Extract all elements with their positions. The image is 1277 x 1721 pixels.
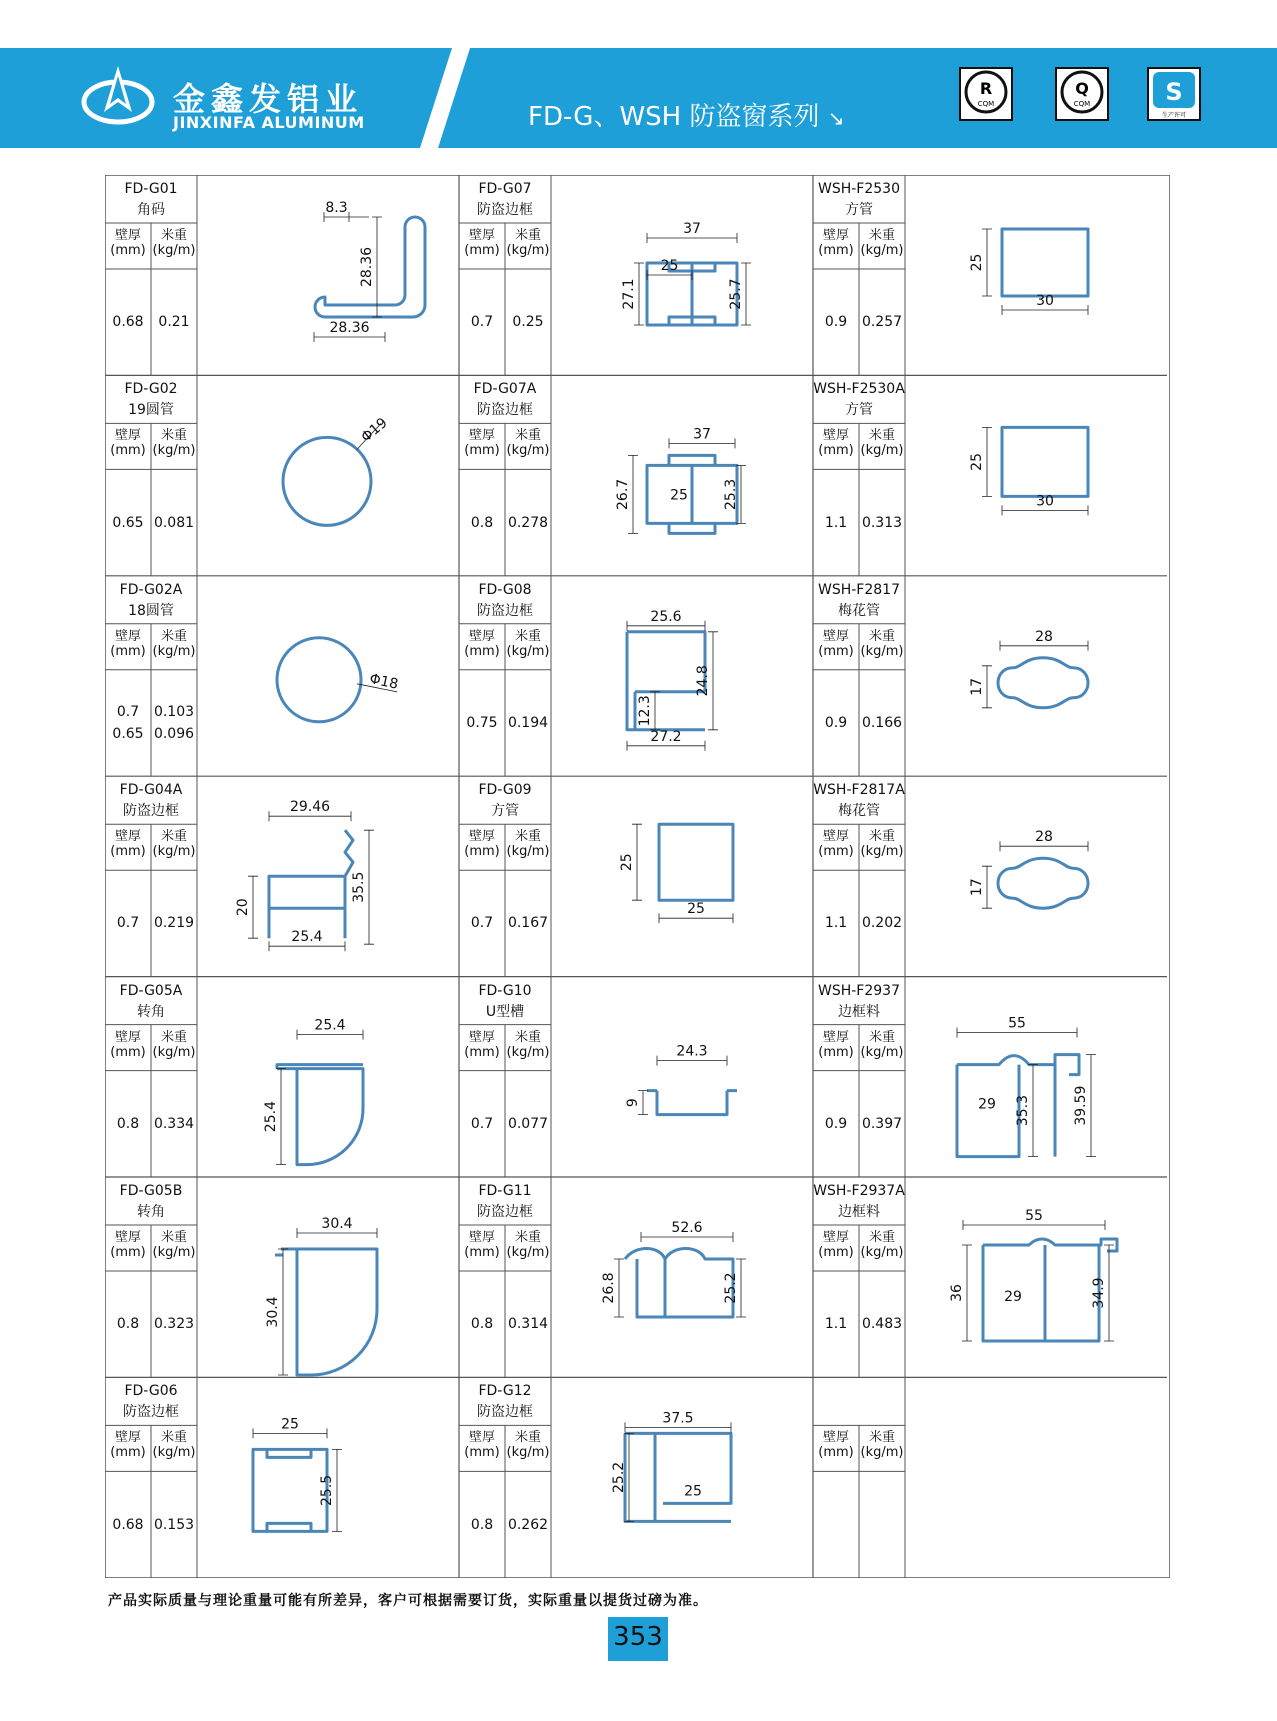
thickness-label: 壁厚 xyxy=(114,428,141,444)
weight-value: 0.397 xyxy=(861,1115,903,1132)
footer-note: 产品实际质量与理论重量可能有所差异，客户可根据需要订货，实际重量以提货过磅为准。 xyxy=(108,1593,708,1609)
thickness-label: 壁厚 xyxy=(468,829,495,845)
product-name: 转角 xyxy=(137,1003,165,1020)
weight-unit: (kg/m) xyxy=(506,643,550,659)
weight-unit: (kg/m) xyxy=(152,443,196,459)
thickness-value: 1.1 xyxy=(824,915,848,932)
product-code: WSH-F2530A xyxy=(813,381,905,398)
profile-outline xyxy=(625,1433,731,1521)
weight-unit: (kg/m) xyxy=(860,1044,904,1060)
weight-label: 米重 xyxy=(514,1430,541,1446)
thickness-unit: (mm) xyxy=(110,844,146,860)
weight-label: 米重 xyxy=(868,1029,895,1045)
dimension-label: 12.3 xyxy=(637,695,653,727)
thickness-label: 壁厚 xyxy=(468,1430,495,1446)
product-code: WSH-F2937 xyxy=(818,982,900,999)
dimension-label: 17 xyxy=(969,878,985,897)
dimension-label: 25 xyxy=(684,1483,702,1500)
product-name: 边框料 xyxy=(838,1204,880,1220)
weight-unit: (kg/m) xyxy=(152,1445,196,1461)
weight-value: 0.202 xyxy=(861,915,903,932)
product-name: 防盗边框 xyxy=(477,402,533,419)
weight-value: 0.194 xyxy=(507,715,549,731)
qs-icon xyxy=(1146,66,1202,122)
thickness-unit: (mm) xyxy=(110,243,146,258)
thickness-unit: (mm) xyxy=(464,1245,500,1260)
weight-value: 0.103 xyxy=(153,704,195,720)
dimension-label: 25.7 xyxy=(728,278,744,310)
dimension-label: 25 xyxy=(687,901,705,918)
profile-outline xyxy=(1002,229,1088,296)
q-cqm-icon xyxy=(1054,66,1110,122)
weight-value: 0.096 xyxy=(153,726,195,742)
dimension-label: 25 xyxy=(281,1416,299,1433)
thickness-value: 0.9 xyxy=(824,715,848,731)
profile-outline xyxy=(283,437,371,525)
thickness-unit: (mm) xyxy=(110,1245,146,1260)
thickness-value: 0.7 xyxy=(470,314,494,331)
product-code: WSH-F2530 xyxy=(818,181,900,197)
dimension-label: 17 xyxy=(969,677,985,696)
thickness-label: 壁厚 xyxy=(114,628,141,644)
weight-unit: (kg/m) xyxy=(860,1445,904,1461)
brand-name-en: JINXINFA ALUMINUM xyxy=(173,113,365,132)
product-name: 防盗边框 xyxy=(123,1404,179,1421)
dimension-label: 20 xyxy=(235,898,251,917)
dimension-label: 24.3 xyxy=(676,1043,708,1060)
thickness-value: 0.7 xyxy=(470,915,494,932)
weight-label: 米重 xyxy=(514,228,541,243)
weight-value: 0.334 xyxy=(153,1115,195,1132)
weight-label: 米重 xyxy=(514,829,541,845)
thickness-label: 壁厚 xyxy=(468,628,495,644)
thickness-value: 0.7 xyxy=(116,915,140,932)
dimension-label: 28.36 xyxy=(329,320,370,336)
thickness-value: 0.8 xyxy=(470,514,494,531)
product-code: FD-G07A xyxy=(473,381,537,398)
dimension-label: 55 xyxy=(1025,1208,1043,1224)
profile-outline xyxy=(269,830,353,938)
thickness-label: 壁厚 xyxy=(822,428,849,444)
weight-unit: (kg/m) xyxy=(860,443,904,459)
weight-unit: (kg/m) xyxy=(152,844,196,860)
thickness-unit: (mm) xyxy=(464,844,500,860)
thickness-value: 0.75 xyxy=(466,715,498,731)
product-code: WSH-F2937A xyxy=(813,1183,905,1199)
dimension-label: 27.1 xyxy=(621,278,637,310)
svg-text:Q: Q xyxy=(1075,79,1089,98)
weight-value: 0.219 xyxy=(153,915,195,932)
thickness-value: 0.7 xyxy=(116,704,140,720)
dimension-label: 25 xyxy=(969,452,985,471)
weight-unit: (kg/m) xyxy=(860,1245,904,1260)
profile-outline xyxy=(998,858,1088,908)
product-code: FD-G12 xyxy=(478,1383,532,1400)
dimension-label: Φ19 xyxy=(358,414,391,446)
weight-label: 米重 xyxy=(514,1029,541,1045)
weight-value: 0.323 xyxy=(153,1316,195,1333)
weight-label: 米重 xyxy=(868,428,895,444)
page-number: 353 xyxy=(613,1622,663,1652)
dimension-label: 25.5 xyxy=(319,1474,335,1506)
dimension-label: 25.4 xyxy=(314,1017,346,1034)
dimension-label: 26.8 xyxy=(601,1272,617,1304)
product-code: FD-G09 xyxy=(478,782,532,799)
product-name: 梅花管 xyxy=(838,803,880,820)
product-name: U型槽 xyxy=(485,1003,525,1020)
dimension-label: 30.4 xyxy=(265,1296,281,1328)
thickness-unit: (mm) xyxy=(464,1445,500,1461)
dimension-label: 37 xyxy=(683,221,701,237)
product-code: WSH-F2817A xyxy=(813,782,905,799)
thickness-unit: (mm) xyxy=(110,643,146,659)
profile-outline xyxy=(647,1091,737,1115)
dimension-label: 8.3 xyxy=(325,200,348,216)
dimension-label: 36 xyxy=(949,1284,965,1302)
svg-text:CQM: CQM xyxy=(977,100,995,108)
thickness-label: 壁厚 xyxy=(468,428,495,444)
weight-value: 0.166 xyxy=(861,715,903,731)
weight-value: 0.313 xyxy=(861,514,903,531)
thickness-unit: (mm) xyxy=(464,243,500,258)
weight-value: 0.077 xyxy=(507,1115,549,1132)
thickness-value: 1.1 xyxy=(824,1316,848,1333)
weight-unit: (kg/m) xyxy=(152,1245,196,1260)
thickness-value: 0.8 xyxy=(470,1316,494,1333)
thickness-value: 0.68 xyxy=(112,314,144,331)
weight-unit: (kg/m) xyxy=(860,844,904,860)
dimension-label: Φ18 xyxy=(368,671,400,693)
r-cqm-icon xyxy=(958,66,1014,122)
weight-label: 米重 xyxy=(868,1430,895,1446)
product-code: FD-G04A xyxy=(119,782,183,799)
product-name: 方管 xyxy=(491,803,519,820)
dimension-label: 39.59 xyxy=(1073,1085,1089,1126)
product-name: 方管 xyxy=(845,202,873,218)
dimension-label: 25 xyxy=(670,487,688,504)
product-name: 边框料 xyxy=(838,1003,880,1020)
profile-outline xyxy=(253,1449,327,1531)
dimension-label: 30 xyxy=(1036,293,1054,309)
dimension-label: 35.3 xyxy=(1015,1095,1031,1127)
dimension-label: 30 xyxy=(1036,493,1054,510)
profile-outline xyxy=(277,638,361,722)
product-name: 防盗边框 xyxy=(477,202,533,218)
product-code: FD-G05B xyxy=(119,1183,183,1199)
product-name: 转角 xyxy=(137,1204,165,1220)
product-name: 方管 xyxy=(845,402,873,419)
weight-unit: (kg/m) xyxy=(506,1245,550,1260)
profile-outline xyxy=(998,658,1088,708)
weight-label: 米重 xyxy=(868,628,895,644)
dimension-label: 34.9 xyxy=(1091,1277,1107,1309)
thickness-value: 0.8 xyxy=(116,1316,140,1333)
thickness-label: 壁厚 xyxy=(468,1029,495,1045)
weight-label: 米重 xyxy=(868,228,895,243)
product-code: FD-G02A xyxy=(119,581,183,598)
thickness-unit: (mm) xyxy=(818,643,854,659)
thickness-label: 壁厚 xyxy=(822,228,849,243)
weight-unit: (kg/m) xyxy=(860,243,904,258)
dimension-label: 26.7 xyxy=(615,478,631,510)
weight-label: 米重 xyxy=(160,1029,187,1045)
thickness-unit: (mm) xyxy=(818,1044,854,1060)
thickness-value: 0.65 xyxy=(112,514,144,531)
product-name: 19圆管 xyxy=(128,402,174,419)
weight-label: 米重 xyxy=(868,1230,895,1245)
weight-label: 米重 xyxy=(160,1430,187,1446)
weight-unit: (kg/m) xyxy=(506,443,550,459)
dimension-label: 9 xyxy=(625,1098,641,1108)
thickness-value: 0.9 xyxy=(824,314,848,331)
product-code: FD-G10 xyxy=(478,982,532,999)
product-table xyxy=(105,175,1170,1578)
dimension-label: 28 xyxy=(1035,829,1053,846)
thickness-unit: (mm) xyxy=(110,1445,146,1461)
thickness-unit: (mm) xyxy=(110,1044,146,1060)
product-code: FD-G08 xyxy=(478,581,532,598)
dimension-label: 25.2 xyxy=(611,1461,627,1493)
svg-text:R: R xyxy=(979,79,993,98)
product-name: 18圆管 xyxy=(128,602,174,619)
dimension-label: 35.5 xyxy=(351,871,367,903)
weight-label: 米重 xyxy=(160,628,187,644)
weight-value: 0.483 xyxy=(861,1316,903,1333)
thickness-unit: (mm) xyxy=(818,443,854,459)
product-code: WSH-F2817 xyxy=(818,581,900,598)
dimension-label: 29 xyxy=(978,1096,996,1113)
weight-unit: (kg/m) xyxy=(506,1445,550,1461)
brand-logo-icon xyxy=(78,62,158,132)
dimension-label: 27.2 xyxy=(650,728,682,745)
series-title-text: FD-G、WSH 防盗窗系列 xyxy=(528,102,820,132)
profile-outline xyxy=(277,1065,363,1165)
profile-outline xyxy=(275,1249,377,1375)
weight-unit: (kg/m) xyxy=(506,844,550,860)
dimension-label: 25.4 xyxy=(291,929,323,946)
weight-value: 0.153 xyxy=(153,1516,195,1533)
dimension-label: 52.6 xyxy=(671,1220,703,1236)
thickness-label: 壁厚 xyxy=(114,1230,141,1245)
dimension-label: 25.4 xyxy=(263,1101,279,1133)
dimension-label: 37 xyxy=(693,426,711,443)
dimension-label: 29.46 xyxy=(289,799,331,816)
thickness-label: 壁厚 xyxy=(468,1230,495,1245)
svg-text:CQM: CQM xyxy=(1073,100,1091,108)
weight-label: 米重 xyxy=(868,829,895,845)
dimension-label: 28.36 xyxy=(359,246,375,288)
weight-label: 米重 xyxy=(160,428,187,444)
thickness-value: 0.8 xyxy=(116,1115,140,1132)
profile-outline xyxy=(659,824,733,900)
dimension-label: 29 xyxy=(1004,1289,1022,1305)
weight-unit: (kg/m) xyxy=(152,1044,196,1060)
thickness-label: 壁厚 xyxy=(822,829,849,845)
product-code: FD-G06 xyxy=(124,1383,178,1400)
thickness-value: 0.68 xyxy=(112,1516,144,1533)
weight-label: 米重 xyxy=(160,1230,187,1245)
thickness-unit: (mm) xyxy=(818,1445,854,1461)
weight-label: 米重 xyxy=(160,829,187,845)
weight-value: 0.262 xyxy=(507,1516,549,1533)
thickness-unit: (mm) xyxy=(464,443,500,459)
product-code: FD-G11 xyxy=(478,1183,532,1199)
dimension-label: 25.2 xyxy=(723,1272,739,1304)
weight-unit: (kg/m) xyxy=(860,643,904,659)
dimension-label: 30.4 xyxy=(321,1216,353,1232)
thickness-label: 壁厚 xyxy=(822,1430,849,1446)
weight-value: 0.167 xyxy=(507,915,549,932)
svg-text:生产许可: 生产许可 xyxy=(1161,112,1187,119)
thickness-label: 壁厚 xyxy=(114,1029,141,1045)
profile-outline xyxy=(625,1249,733,1318)
thickness-value: 0.8 xyxy=(470,1516,494,1533)
thickness-label: 壁厚 xyxy=(468,228,495,243)
dimension-label: 25 xyxy=(619,853,635,872)
product-code: FD-G07 xyxy=(478,181,532,197)
thickness-unit: (mm) xyxy=(818,844,854,860)
thickness-unit: (mm) xyxy=(464,643,500,659)
thickness-unit: (mm) xyxy=(464,1044,500,1060)
thickness-label: 壁厚 xyxy=(822,1230,849,1245)
product-code: FD-G01 xyxy=(124,181,178,197)
thickness-unit: (mm) xyxy=(818,1245,854,1260)
series-title xyxy=(528,96,845,133)
weight-label: 米重 xyxy=(514,428,541,444)
dimension-label: 37.5 xyxy=(662,1410,694,1427)
weight-unit: (kg/m) xyxy=(506,243,550,258)
weight-unit: (kg/m) xyxy=(152,243,196,258)
thickness-unit: (mm) xyxy=(110,443,146,459)
arrow-down-right-icon: ↘ xyxy=(827,106,845,130)
product-name: 角码 xyxy=(137,202,165,218)
dimension-label: 24.8 xyxy=(695,665,711,697)
profile-drawings xyxy=(105,175,1170,1578)
dimension-label: 55 xyxy=(1008,1015,1026,1032)
thickness-label: 壁厚 xyxy=(822,1029,849,1045)
svg-text:S: S xyxy=(1165,78,1183,106)
dimension-label: 25 xyxy=(969,253,985,272)
product-name: 防盗边框 xyxy=(477,1204,533,1220)
thickness-unit: (mm) xyxy=(818,243,854,258)
weight-unit: (kg/m) xyxy=(152,643,196,659)
dimension-label: 25.6 xyxy=(650,608,682,625)
product-name: 防盗边框 xyxy=(477,602,533,619)
product-name: 防盗边框 xyxy=(477,1404,533,1421)
thickness-label: 壁厚 xyxy=(114,829,141,845)
weight-value: 0.278 xyxy=(507,514,549,531)
weight-label: 米重 xyxy=(514,1230,541,1245)
dimension-label: 25 xyxy=(660,258,679,274)
weight-unit: (kg/m) xyxy=(506,1044,550,1060)
weight-label: 米重 xyxy=(514,628,541,644)
thickness-value: 0.7 xyxy=(470,1115,494,1132)
dimension-label: 25.3 xyxy=(723,478,739,510)
weight-value: 0.314 xyxy=(507,1316,549,1333)
profile-outline xyxy=(1002,427,1088,496)
thickness-value: 0.9 xyxy=(824,1115,848,1132)
product-name: 防盗边框 xyxy=(123,803,179,820)
dimension-label: 28 xyxy=(1035,628,1053,645)
weight-value: 0.25 xyxy=(512,314,544,331)
weight-value: 0.21 xyxy=(158,314,190,331)
thickness-value: 0.65 xyxy=(112,726,144,742)
thickness-label: 壁厚 xyxy=(114,228,141,243)
thickness-label: 壁厚 xyxy=(114,1430,141,1446)
thickness-value: 1.1 xyxy=(824,514,848,531)
product-name: 梅花管 xyxy=(838,602,880,619)
thickness-label: 壁厚 xyxy=(822,628,849,644)
weight-value: 0.081 xyxy=(153,514,195,531)
weight-label: 米重 xyxy=(160,228,187,243)
product-code: FD-G02 xyxy=(124,381,178,398)
product-code: FD-G05A xyxy=(119,982,183,999)
brand-name-cn: 金鑫发铝业 xyxy=(173,80,364,118)
weight-value: 0.257 xyxy=(861,314,903,331)
